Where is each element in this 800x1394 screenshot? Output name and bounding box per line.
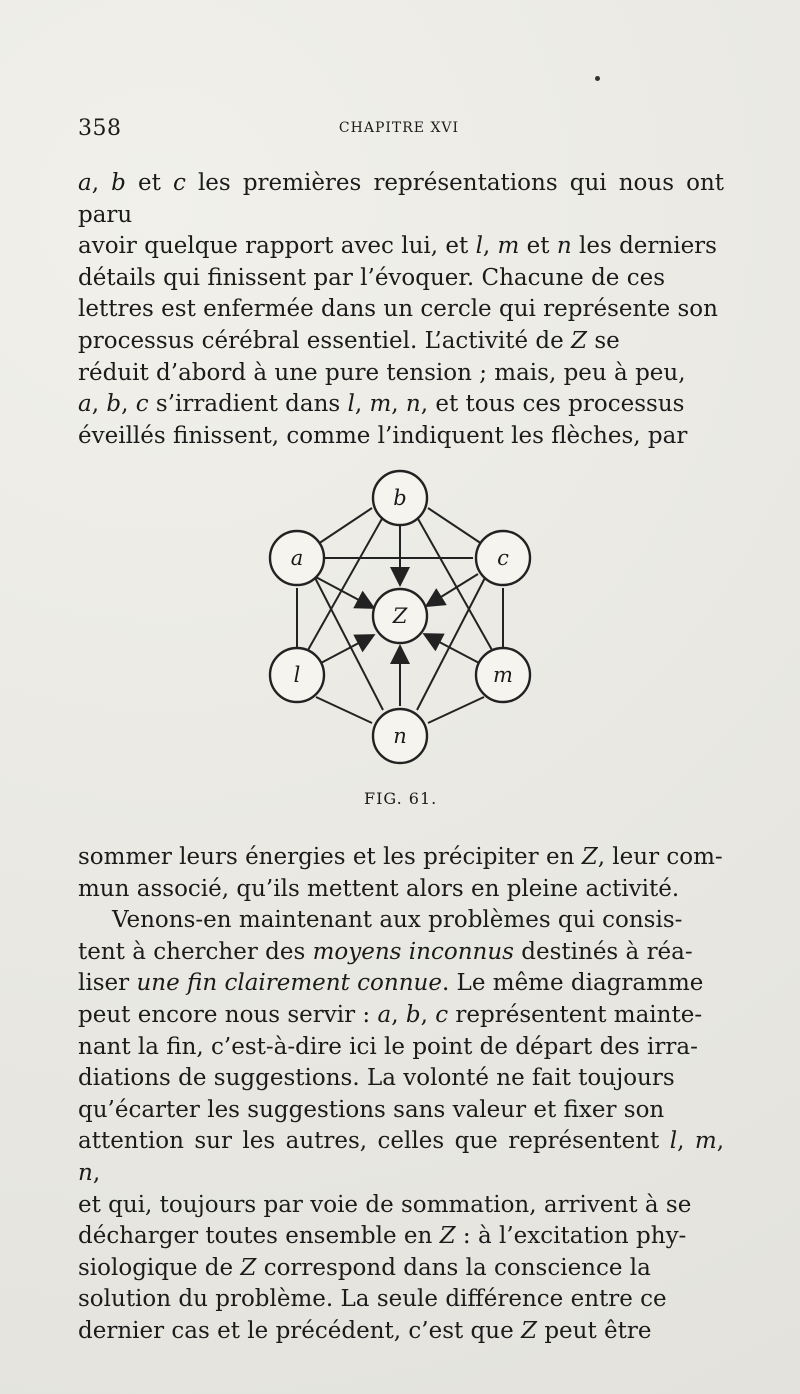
text-fragment: destinés à réa- bbox=[513, 938, 693, 965]
node-label-l: l bbox=[293, 663, 301, 687]
text-fragment: , bbox=[716, 1128, 724, 1155]
edge-a-n bbox=[311, 570, 383, 710]
text-fragment: , et tous ces processus bbox=[420, 391, 685, 418]
italic-phrase: une fin clairement connue bbox=[136, 970, 442, 997]
text-fragment: , leur com- bbox=[597, 844, 723, 870]
italic-phrase: moyens inconnus bbox=[312, 938, 514, 965]
letter-b: b bbox=[106, 391, 122, 418]
node-label-a: a bbox=[290, 546, 304, 570]
letter-m: m bbox=[694, 1128, 717, 1155]
letter-z: Z bbox=[571, 327, 588, 354]
letter-n: n bbox=[78, 1159, 93, 1186]
letter-m: m bbox=[369, 391, 392, 418]
text-fragment: décharger toutes ensemble en bbox=[78, 1223, 440, 1250]
letter-z: Z bbox=[240, 1254, 257, 1281]
paragraph-line bbox=[78, 1284, 724, 1316]
text-fragment: liser bbox=[78, 970, 137, 997]
letter-z: Z bbox=[439, 1223, 456, 1250]
node-label-z: Z bbox=[392, 604, 408, 628]
text-fragment: diations de suggestions. La volonté ne fait toujours bbox=[78, 1065, 675, 1092]
node-label-n: n bbox=[393, 724, 407, 748]
text-fragment: , bbox=[391, 391, 406, 418]
edge-c-n bbox=[417, 570, 489, 710]
text-fragment: , bbox=[91, 391, 107, 418]
paragraph-line bbox=[78, 1221, 724, 1253]
page-header bbox=[78, 116, 720, 144]
page-number: 358 bbox=[78, 116, 122, 141]
text-fragment: réduit d’abord à une pure tension ; mais, peu à peu, bbox=[78, 359, 686, 386]
paragraph-line bbox=[78, 1063, 724, 1095]
edge-b-c bbox=[428, 508, 482, 544]
text-fragment: les premières représentations qui nous ont paru bbox=[78, 170, 725, 228]
paragraph-line bbox=[78, 358, 724, 390]
letter-a: a bbox=[377, 1001, 392, 1028]
text-fragment: solution du problème. La seule différence entre ce bbox=[78, 1286, 667, 1313]
text-fragment: attention sur les autres, celles que représentent bbox=[78, 1128, 670, 1155]
letter-z: Z bbox=[521, 1317, 538, 1344]
running-head: CHAPITRE XVI bbox=[338, 120, 460, 136]
letter-n: n bbox=[556, 233, 572, 260]
paragraph-line bbox=[78, 842, 724, 874]
association-diagram bbox=[260, 462, 540, 778]
letter-b: b bbox=[405, 1001, 421, 1028]
paragraph-line bbox=[78, 1253, 724, 1285]
letter-c: c bbox=[135, 391, 149, 418]
text-fragment: sommer leurs énergies et les précipiter en bbox=[78, 844, 582, 870]
text-fragment: , bbox=[482, 233, 498, 260]
text-fragment: et bbox=[125, 170, 173, 196]
paragraph-line bbox=[78, 1032, 724, 1064]
letter-c: c bbox=[172, 170, 186, 196]
letter-l: l bbox=[347, 391, 355, 418]
letter-l: l bbox=[475, 233, 483, 260]
text-fragment: , bbox=[354, 391, 370, 418]
paragraph-line bbox=[78, 1000, 724, 1032]
letter-b: b bbox=[111, 170, 126, 196]
paragraph-line bbox=[78, 1095, 724, 1127]
paragraph-line bbox=[78, 421, 724, 453]
edge-b-a bbox=[318, 508, 372, 544]
text-fragment: qu’écarter les suggestions sans valeur et fixer son bbox=[78, 1096, 665, 1123]
text-fragment: représentent mainte- bbox=[448, 1001, 703, 1028]
paragraph-line bbox=[78, 168, 724, 231]
text-fragment: Venons-en maintenant aux problèmes qui consis- bbox=[112, 907, 683, 934]
paragraph-line bbox=[78, 874, 724, 906]
text-fragment: et bbox=[519, 233, 557, 260]
text-fragment: , bbox=[91, 170, 112, 196]
text-fragment: mun associé, qu’ils mettent alors en pleine activité. bbox=[78, 875, 680, 902]
paragraph-line bbox=[78, 263, 724, 295]
letter-c: c bbox=[435, 1001, 449, 1028]
paragraph-line bbox=[78, 937, 724, 969]
arrow-c-z bbox=[428, 574, 478, 605]
text-fragment: lettres est enfermée dans un cercle qui représente son bbox=[78, 296, 718, 323]
text-fragment: correspond dans la conscience la bbox=[256, 1254, 651, 1281]
node-label-c: c bbox=[497, 546, 509, 570]
letter-m: m bbox=[497, 233, 520, 260]
paragraph-line bbox=[78, 389, 724, 421]
arrow-l-z bbox=[319, 636, 372, 664]
print-speck bbox=[595, 76, 600, 81]
bottom-text bbox=[78, 842, 724, 1348]
text-fragment: . Le même diagramme bbox=[441, 970, 704, 997]
letter-l: l bbox=[669, 1128, 678, 1155]
node-label-m: m bbox=[493, 663, 513, 687]
paragraph-line bbox=[78, 1126, 724, 1189]
letter-a: a bbox=[78, 391, 92, 418]
text-fragment: , bbox=[391, 1001, 406, 1028]
text-fragment: , bbox=[121, 391, 136, 418]
paragraph-line bbox=[78, 1316, 724, 1348]
text-fragment: peut être bbox=[537, 1317, 652, 1344]
text-fragment: nant la fin, c’est-à-dire ici le point de départ des irra- bbox=[78, 1033, 698, 1060]
text-fragment: dernier cas et le précédent, c’est que bbox=[78, 1317, 522, 1344]
text-fragment: se bbox=[587, 327, 620, 354]
text-fragment: peut encore nous servir : bbox=[78, 1001, 378, 1028]
text-fragment: siologique de bbox=[78, 1254, 241, 1281]
paragraph-line bbox=[78, 968, 724, 1000]
text-fragment: , bbox=[677, 1128, 695, 1155]
text-fragment: , bbox=[92, 1159, 101, 1186]
edge-b-l bbox=[308, 517, 383, 650]
text-fragment: , bbox=[420, 1001, 436, 1028]
text-fragment: s’irradient dans bbox=[148, 391, 348, 418]
text-fragment: détails qui finissent par l’évoquer. Chacune de ces bbox=[78, 264, 666, 291]
text-fragment: les derniers bbox=[571, 233, 717, 260]
letter-n: n bbox=[405, 391, 421, 418]
text-fragment: tent à chercher des bbox=[78, 938, 313, 965]
text-fragment: : à l’excitation phy- bbox=[455, 1223, 687, 1250]
paragraph-line bbox=[78, 1190, 724, 1222]
node-label-b: b bbox=[393, 486, 407, 510]
paragraph-line bbox=[78, 326, 724, 358]
text-fragment: avoir quelque rapport avec lui, et bbox=[78, 233, 476, 260]
top-paragraph bbox=[78, 168, 724, 452]
letter-a: a bbox=[78, 170, 92, 196]
edge-l-n bbox=[316, 697, 372, 723]
paragraph-line bbox=[78, 294, 724, 326]
letter-z: Z bbox=[581, 844, 598, 870]
text-fragment: processus cérébral essentiel. L’activité de bbox=[78, 327, 572, 354]
figure-61 bbox=[260, 462, 540, 778]
edge-m-n bbox=[428, 697, 484, 723]
text-fragment: et qui, toujours par voie de sommation, arrivent à se bbox=[78, 1191, 692, 1218]
paragraph-line bbox=[78, 231, 724, 263]
text-fragment: éveillés finissent, comme l’indiquent les flèches, par bbox=[78, 422, 688, 449]
figure-caption: FIG. 61. bbox=[364, 789, 438, 808]
paragraph-line bbox=[78, 905, 724, 937]
edge-b-m bbox=[417, 517, 492, 650]
